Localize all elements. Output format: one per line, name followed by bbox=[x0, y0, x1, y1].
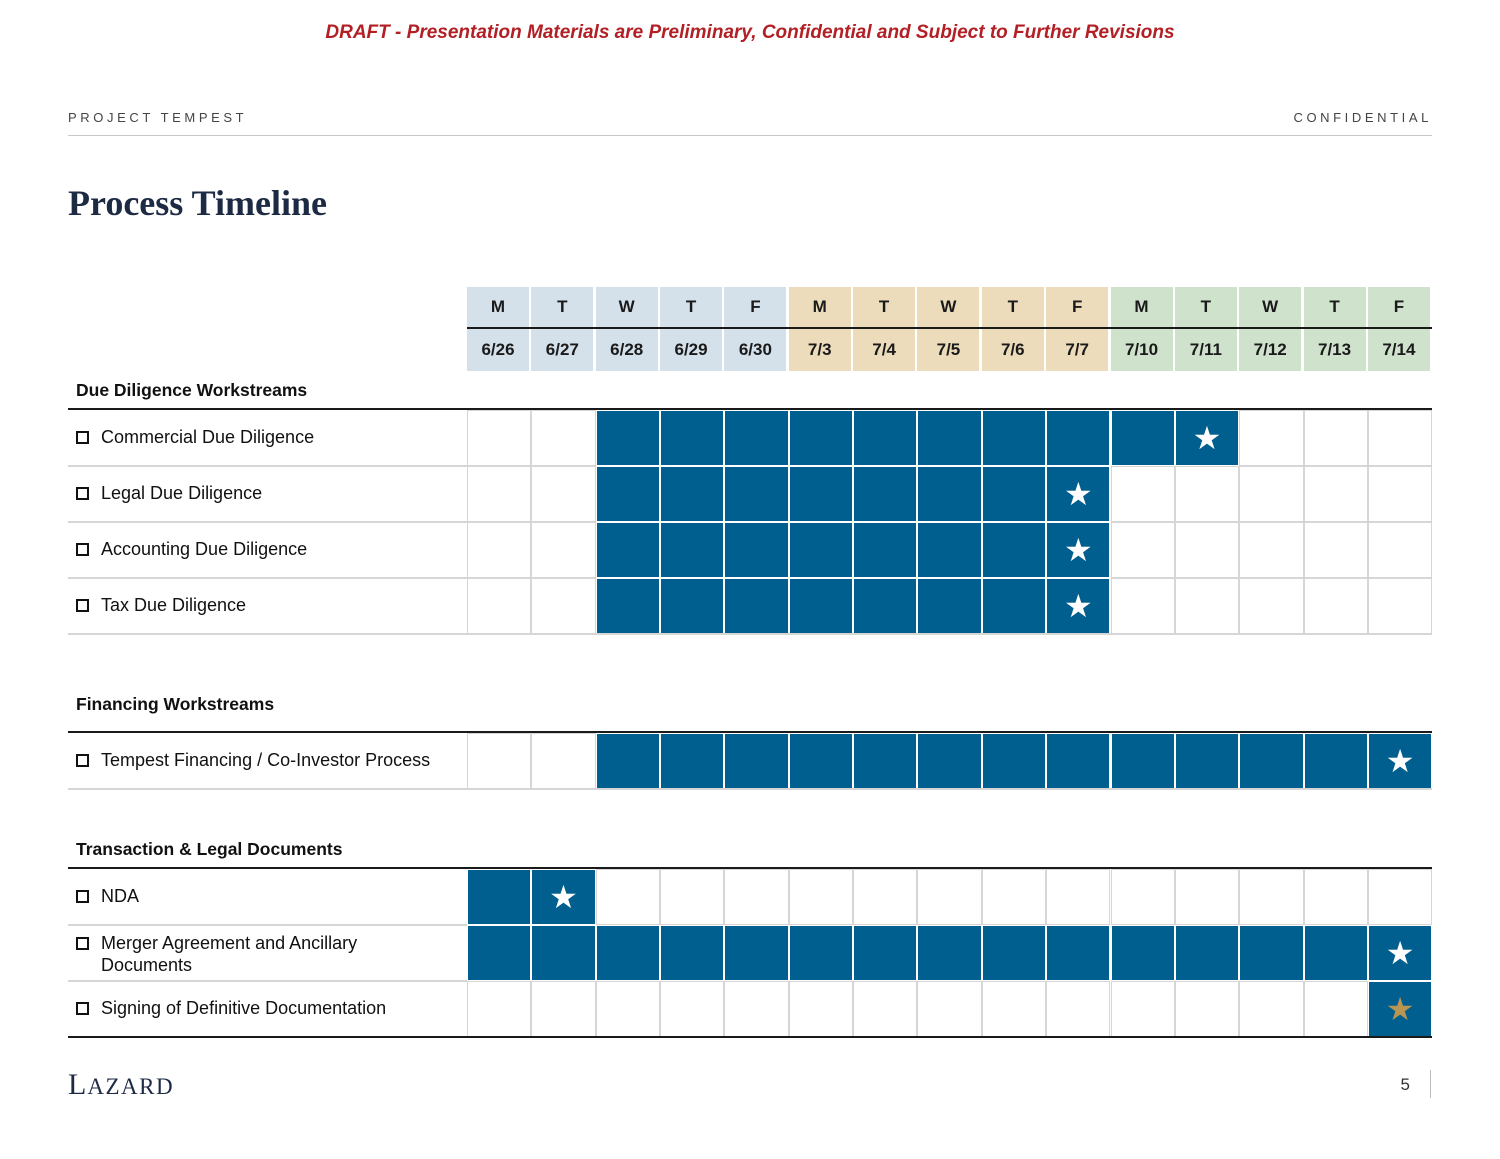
date-header: 7/10 bbox=[1111, 329, 1173, 371]
timeline-bar-cell bbox=[789, 522, 853, 578]
timeline-bar-cell bbox=[789, 925, 853, 981]
date-header: 7/5 bbox=[917, 329, 979, 371]
timeline-empty-cell bbox=[1111, 981, 1175, 1037]
timeline-bar-cell bbox=[660, 410, 724, 466]
date-header: 7/7 bbox=[1046, 329, 1108, 371]
timeline-bar-cell bbox=[531, 869, 595, 925]
workstream-name: Legal Due Diligence bbox=[101, 483, 263, 503]
timeline-empty-cell bbox=[1368, 578, 1432, 634]
timeline-bar-cell bbox=[853, 578, 917, 634]
day-header: F bbox=[1368, 287, 1430, 327]
timeline-bar-cell bbox=[1239, 925, 1303, 981]
timeline-bar-cell bbox=[1046, 733, 1110, 789]
timeline-empty-cell bbox=[982, 869, 1046, 925]
timeline-empty-cell bbox=[467, 522, 531, 578]
timeline-bar-cell bbox=[724, 925, 788, 981]
workstream-label bbox=[76, 925, 464, 979]
date-header: 6/28 bbox=[596, 329, 658, 371]
timeline-bar-cell bbox=[917, 733, 981, 789]
timeline-empty-cell bbox=[660, 981, 724, 1037]
day-header: M bbox=[789, 287, 851, 327]
timeline-empty-cell bbox=[1046, 981, 1110, 1037]
timeline-bar-cell bbox=[853, 410, 917, 466]
timeline-bar-cell bbox=[724, 733, 788, 789]
draft-banner: DRAFT - Presentation Materials are Preliminary, Confidential and Subject to Further Revisions bbox=[325, 22, 1175, 43]
timeline-bar-cell bbox=[917, 522, 981, 578]
date-header: 7/3 bbox=[789, 329, 851, 371]
timeline-bar-cell bbox=[467, 869, 531, 925]
timeline-empty-cell bbox=[1239, 522, 1303, 578]
timeline-empty-cell bbox=[531, 522, 595, 578]
day-header: W bbox=[1239, 287, 1301, 327]
page-divider bbox=[1430, 1070, 1431, 1098]
header-confidential: CONFIDENTIAL bbox=[1293, 110, 1432, 125]
timeline-empty-cell bbox=[531, 981, 595, 1037]
timeline-bar-cell bbox=[1046, 522, 1110, 578]
timeline-bar-cell bbox=[596, 522, 660, 578]
date-header: 6/30 bbox=[724, 329, 786, 371]
timeline-empty-cell bbox=[1368, 466, 1432, 522]
timeline-bar-cell bbox=[853, 925, 917, 981]
lazard-logo bbox=[68, 1068, 174, 1102]
timeline-bar-cell bbox=[789, 466, 853, 522]
checkbox-icon bbox=[76, 754, 89, 767]
day-header: W bbox=[917, 287, 979, 327]
timeline-bar-cell bbox=[660, 522, 724, 578]
timeline-empty-cell bbox=[1304, 410, 1368, 466]
timeline-bar-cell bbox=[1111, 733, 1175, 789]
workstream-label bbox=[76, 522, 464, 576]
timeline-bar-cell bbox=[917, 466, 981, 522]
date-header: 7/11 bbox=[1175, 329, 1237, 371]
timeline-bar-cell bbox=[1175, 733, 1239, 789]
timeline-empty-cell bbox=[1175, 981, 1239, 1037]
timeline-empty-cell bbox=[467, 981, 531, 1037]
gold-star-icon: ★ bbox=[1385, 991, 1415, 1027]
timeline-empty-cell bbox=[917, 869, 981, 925]
timeline-empty-cell bbox=[853, 981, 917, 1037]
timeline-empty-cell bbox=[1368, 410, 1432, 466]
timeline-empty-cell bbox=[1111, 578, 1175, 634]
timeline-bar-cell bbox=[596, 410, 660, 466]
timeline-bar-cell bbox=[982, 925, 1046, 981]
checkbox-icon bbox=[76, 487, 89, 500]
workstream-label bbox=[76, 410, 464, 464]
timeline-bar-cell bbox=[982, 466, 1046, 522]
date-header: 6/27 bbox=[531, 329, 593, 371]
timeline-bar-cell bbox=[596, 578, 660, 634]
timeline-empty-cell bbox=[1368, 869, 1432, 925]
timeline-bar-cell bbox=[596, 466, 660, 522]
checkbox-icon bbox=[76, 890, 89, 903]
checkbox-icon bbox=[76, 937, 89, 950]
timeline-empty-cell bbox=[596, 981, 660, 1037]
timeline-bar-cell bbox=[853, 733, 917, 789]
timeline-empty-cell bbox=[1368, 522, 1432, 578]
timeline-empty-cell bbox=[531, 578, 595, 634]
workstream-name: Signing of Definitive Documentation bbox=[101, 998, 387, 1018]
timeline-empty-cell bbox=[724, 869, 788, 925]
timeline-empty-cell bbox=[531, 733, 595, 789]
workstream-name bbox=[101, 932, 357, 976]
workstream-name: NDA bbox=[101, 886, 140, 906]
row-separator bbox=[68, 633, 1432, 635]
day-header: T bbox=[531, 287, 593, 327]
timeline-bar-cell bbox=[917, 578, 981, 634]
day-header: T bbox=[982, 287, 1044, 327]
timeline-empty-cell bbox=[1239, 466, 1303, 522]
timeline-bar-cell bbox=[724, 466, 788, 522]
timeline-empty-cell bbox=[1239, 981, 1303, 1037]
timeline-bar-cell bbox=[660, 578, 724, 634]
timeline-empty-cell bbox=[1304, 522, 1368, 578]
date-header: 6/29 bbox=[660, 329, 722, 371]
timeline-empty-cell bbox=[531, 410, 595, 466]
timeline-bar-cell bbox=[1046, 410, 1110, 466]
milestone-star-icon: ★ bbox=[1063, 588, 1093, 624]
timeline-empty-cell bbox=[1175, 522, 1239, 578]
day-header: M bbox=[1111, 287, 1173, 327]
timeline-empty-cell bbox=[1304, 981, 1368, 1037]
day-header: F bbox=[1046, 287, 1108, 327]
timeline-bar-cell bbox=[467, 925, 531, 981]
timeline-empty-cell bbox=[1111, 869, 1175, 925]
timeline-empty-cell bbox=[1239, 410, 1303, 466]
timeline-bar-cell bbox=[1175, 410, 1239, 466]
header-project-name: PROJECT TEMPEST bbox=[68, 110, 248, 125]
timeline-empty-cell bbox=[1111, 522, 1175, 578]
section-title: Transaction & Legal Documents bbox=[76, 839, 343, 859]
timeline-empty-cell bbox=[1304, 466, 1368, 522]
logo-initial: L bbox=[68, 1068, 88, 1101]
workstream-name-line: Documents bbox=[101, 955, 193, 975]
timeline-empty-cell bbox=[789, 869, 853, 925]
timeline-bar-cell bbox=[1046, 925, 1110, 981]
workstream-label bbox=[76, 466, 464, 520]
checkbox-icon bbox=[76, 543, 89, 556]
workstream-label bbox=[76, 981, 464, 1035]
timeline-empty-cell bbox=[1304, 578, 1368, 634]
timeline-empty-cell bbox=[1175, 578, 1239, 634]
row-separator bbox=[68, 1036, 1432, 1038]
timeline-bar-cell bbox=[789, 733, 853, 789]
page-number: 5 bbox=[1400, 1075, 1410, 1094]
timeline-bar-cell bbox=[789, 410, 853, 466]
section-title: Financing Workstreams bbox=[76, 694, 275, 714]
milestone-star-icon: ★ bbox=[1385, 935, 1415, 971]
workstream-name: Tax Due Diligence bbox=[101, 595, 247, 615]
timeline-bar-cell bbox=[917, 925, 981, 981]
timeline-bar-cell bbox=[1304, 733, 1368, 789]
timeline-empty-cell bbox=[467, 466, 531, 522]
timeline-empty-cell bbox=[1304, 869, 1368, 925]
checkbox-icon bbox=[76, 599, 89, 612]
timeline-bar-cell bbox=[1111, 410, 1175, 466]
date-header: 7/14 bbox=[1368, 329, 1430, 371]
timeline-bar-cell bbox=[982, 522, 1046, 578]
section-title: Due Diligence Workstreams bbox=[76, 380, 308, 400]
timeline-bar-cell bbox=[660, 925, 724, 981]
day-header: M bbox=[467, 287, 529, 327]
workstream-name: Tempest Financing / Co-Investor Process bbox=[101, 750, 431, 770]
timeline-empty-cell bbox=[467, 410, 531, 466]
timeline-bar-cell bbox=[1368, 925, 1432, 981]
timeline-empty-cell bbox=[467, 733, 531, 789]
date-header: 7/12 bbox=[1239, 329, 1301, 371]
timeline-bar-cell bbox=[1046, 578, 1110, 634]
timeline-empty-cell bbox=[1239, 869, 1303, 925]
timeline-bar-cell bbox=[853, 522, 917, 578]
timeline-empty-cell bbox=[1175, 869, 1239, 925]
timeline-bar-cell bbox=[1304, 925, 1368, 981]
workstream-name: Accounting Due Diligence bbox=[101, 539, 308, 559]
day-header: T bbox=[1304, 287, 1366, 327]
timeline-bar-cell bbox=[596, 733, 660, 789]
timeline-empty-cell bbox=[660, 869, 724, 925]
timeline-bar-cell bbox=[1111, 925, 1175, 981]
timeline-bar-cell bbox=[982, 410, 1046, 466]
day-header: T bbox=[1175, 287, 1237, 327]
workstream-label bbox=[76, 869, 464, 923]
header-underline bbox=[467, 327, 1432, 329]
timeline-empty-cell bbox=[789, 981, 853, 1037]
workstream-name-line: Merger Agreement and Ancillary bbox=[101, 933, 358, 953]
timeline-bar-cell bbox=[596, 925, 660, 981]
timeline-bar-cell bbox=[724, 522, 788, 578]
timeline-bar-cell bbox=[1175, 925, 1239, 981]
checkbox-icon bbox=[76, 431, 89, 444]
timeline-bar-cell bbox=[531, 925, 595, 981]
timeline-empty-cell bbox=[1111, 466, 1175, 522]
milestone-star-icon: ★ bbox=[1063, 476, 1093, 512]
timeline-empty-cell bbox=[917, 981, 981, 1037]
timeline-empty-cell bbox=[1046, 869, 1110, 925]
row-separator bbox=[68, 788, 1432, 790]
timeline-empty-cell bbox=[1175, 466, 1239, 522]
workstream-label bbox=[76, 733, 464, 787]
date-header: 7/6 bbox=[982, 329, 1044, 371]
checkbox-icon bbox=[76, 1002, 89, 1015]
timeline-bar-cell bbox=[853, 466, 917, 522]
page-title: Process Timeline bbox=[68, 183, 327, 223]
date-header: 7/4 bbox=[853, 329, 915, 371]
milestone-star-icon: ★ bbox=[549, 879, 578, 915]
timeline-empty-cell bbox=[531, 466, 595, 522]
timeline-empty-cell bbox=[724, 981, 788, 1037]
timeline-empty-cell bbox=[467, 578, 531, 634]
timeline-empty-cell bbox=[1239, 578, 1303, 634]
milestone-star-icon: ★ bbox=[1063, 532, 1093, 568]
timeline-bar-cell bbox=[1239, 733, 1303, 789]
timeline-bar-cell bbox=[660, 466, 724, 522]
date-header: 6/26 bbox=[467, 329, 529, 371]
timeline-bar-cell bbox=[1046, 466, 1110, 522]
timeline-empty-cell bbox=[596, 869, 660, 925]
timeline-empty-cell bbox=[853, 869, 917, 925]
timeline-bar-cell bbox=[1368, 733, 1432, 789]
date-header: 7/13 bbox=[1304, 329, 1366, 371]
timeline-bar-cell bbox=[660, 733, 724, 789]
timeline-bar-cell bbox=[789, 578, 853, 634]
milestone-star-icon: ★ bbox=[1192, 420, 1222, 456]
workstream-label bbox=[76, 578, 464, 632]
logo-rest: AZARD bbox=[87, 1074, 175, 1099]
timeline-bar-cell bbox=[982, 578, 1046, 634]
timeline-bar-cell bbox=[1368, 981, 1432, 1037]
workstream-name: Commercial Due Diligence bbox=[101, 427, 315, 447]
day-header: W bbox=[596, 287, 658, 327]
timeline-empty-cell bbox=[982, 981, 1046, 1037]
timeline-bar-cell bbox=[724, 410, 788, 466]
day-header: T bbox=[660, 287, 722, 327]
day-header: T bbox=[853, 287, 915, 327]
timeline-bar-cell bbox=[917, 410, 981, 466]
day-header: F bbox=[724, 287, 786, 327]
milestone-star-icon: ★ bbox=[1385, 743, 1415, 779]
timeline-bar-cell bbox=[982, 733, 1046, 789]
timeline-bar-cell bbox=[724, 578, 788, 634]
